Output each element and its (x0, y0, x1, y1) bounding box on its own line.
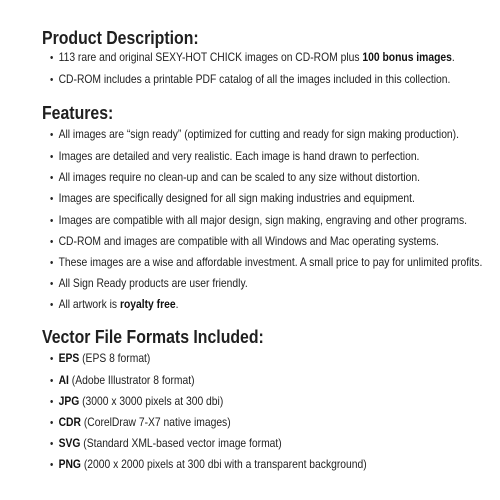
list-item: • Images are compatible with all major design, sign making, engraving and other programs. (50, 209, 467, 231)
list-item: • CD-ROM and images are compatible with all Windows and Mac operating systems. (50, 230, 439, 252)
bullet-icon: • (50, 129, 54, 141)
bullet-icon: • (50, 396, 54, 408)
list-item: • SVG (Standard XML-based vector image format) (50, 432, 282, 454)
product-description-heading: Product Description: (42, 28, 199, 48)
bullet-icon: • (50, 193, 54, 205)
list-item: • All Sign Ready products are user friendly. (50, 272, 248, 294)
bullet-icon: • (50, 74, 54, 86)
bullet-icon: • (50, 257, 54, 269)
list-item: • CDR (CorelDraw 7-X7 native images) (50, 411, 231, 433)
bullet-icon: • (50, 151, 54, 163)
bullet-icon: • (50, 236, 54, 248)
list-item: • AI (Adobe Illustrator 8 format) (50, 369, 195, 391)
bullet-icon: • (50, 299, 54, 311)
list-item: • PNG (2000 x 2000 pixels at 300 dbi with a transparent background) (50, 453, 367, 475)
features-heading: Features: (42, 103, 114, 123)
list-item: • All artwork is royalty free. (50, 293, 178, 315)
bullet-icon: • (50, 278, 54, 290)
list-item: • JPG (3000 x 3000 pixels at 300 dbi) (50, 390, 223, 412)
list-item: • All images are “sign ready” (optimized for cutting and ready for sign making production). (50, 123, 459, 145)
bullet-icon: • (50, 375, 54, 387)
list-item: • Images are specifically designed for all sign making industries and equipment. (50, 187, 415, 209)
bullet-icon: • (50, 438, 54, 450)
bullet-icon: • (50, 353, 54, 365)
list-item: • These images are a wise and affordable investment. A small price to pay for unlimited profits. (50, 251, 482, 273)
list-item: • All images require no clean-up and can be scaled to any size without distortion. (50, 166, 420, 188)
list-item: • 113 rare and original SEXY-HOT CHICK images on CD-ROM plus 100 bonus images. (50, 46, 455, 68)
bullet-icon: • (50, 172, 54, 184)
vector-formats-heading: Vector File Formats Included: (42, 327, 264, 347)
list-item: • Images are detailed and very realistic. Each image is hand drawn to perfection. (50, 145, 419, 167)
bullet-icon: • (50, 52, 54, 64)
bullet-icon: • (50, 215, 54, 227)
bullet-icon: • (50, 459, 54, 471)
list-item: • EPS (EPS 8 format) (50, 347, 150, 369)
list-item: • CD-ROM includes a printable PDF catalog of all the images included in this collection. (50, 68, 450, 90)
bullet-icon: • (50, 417, 54, 429)
